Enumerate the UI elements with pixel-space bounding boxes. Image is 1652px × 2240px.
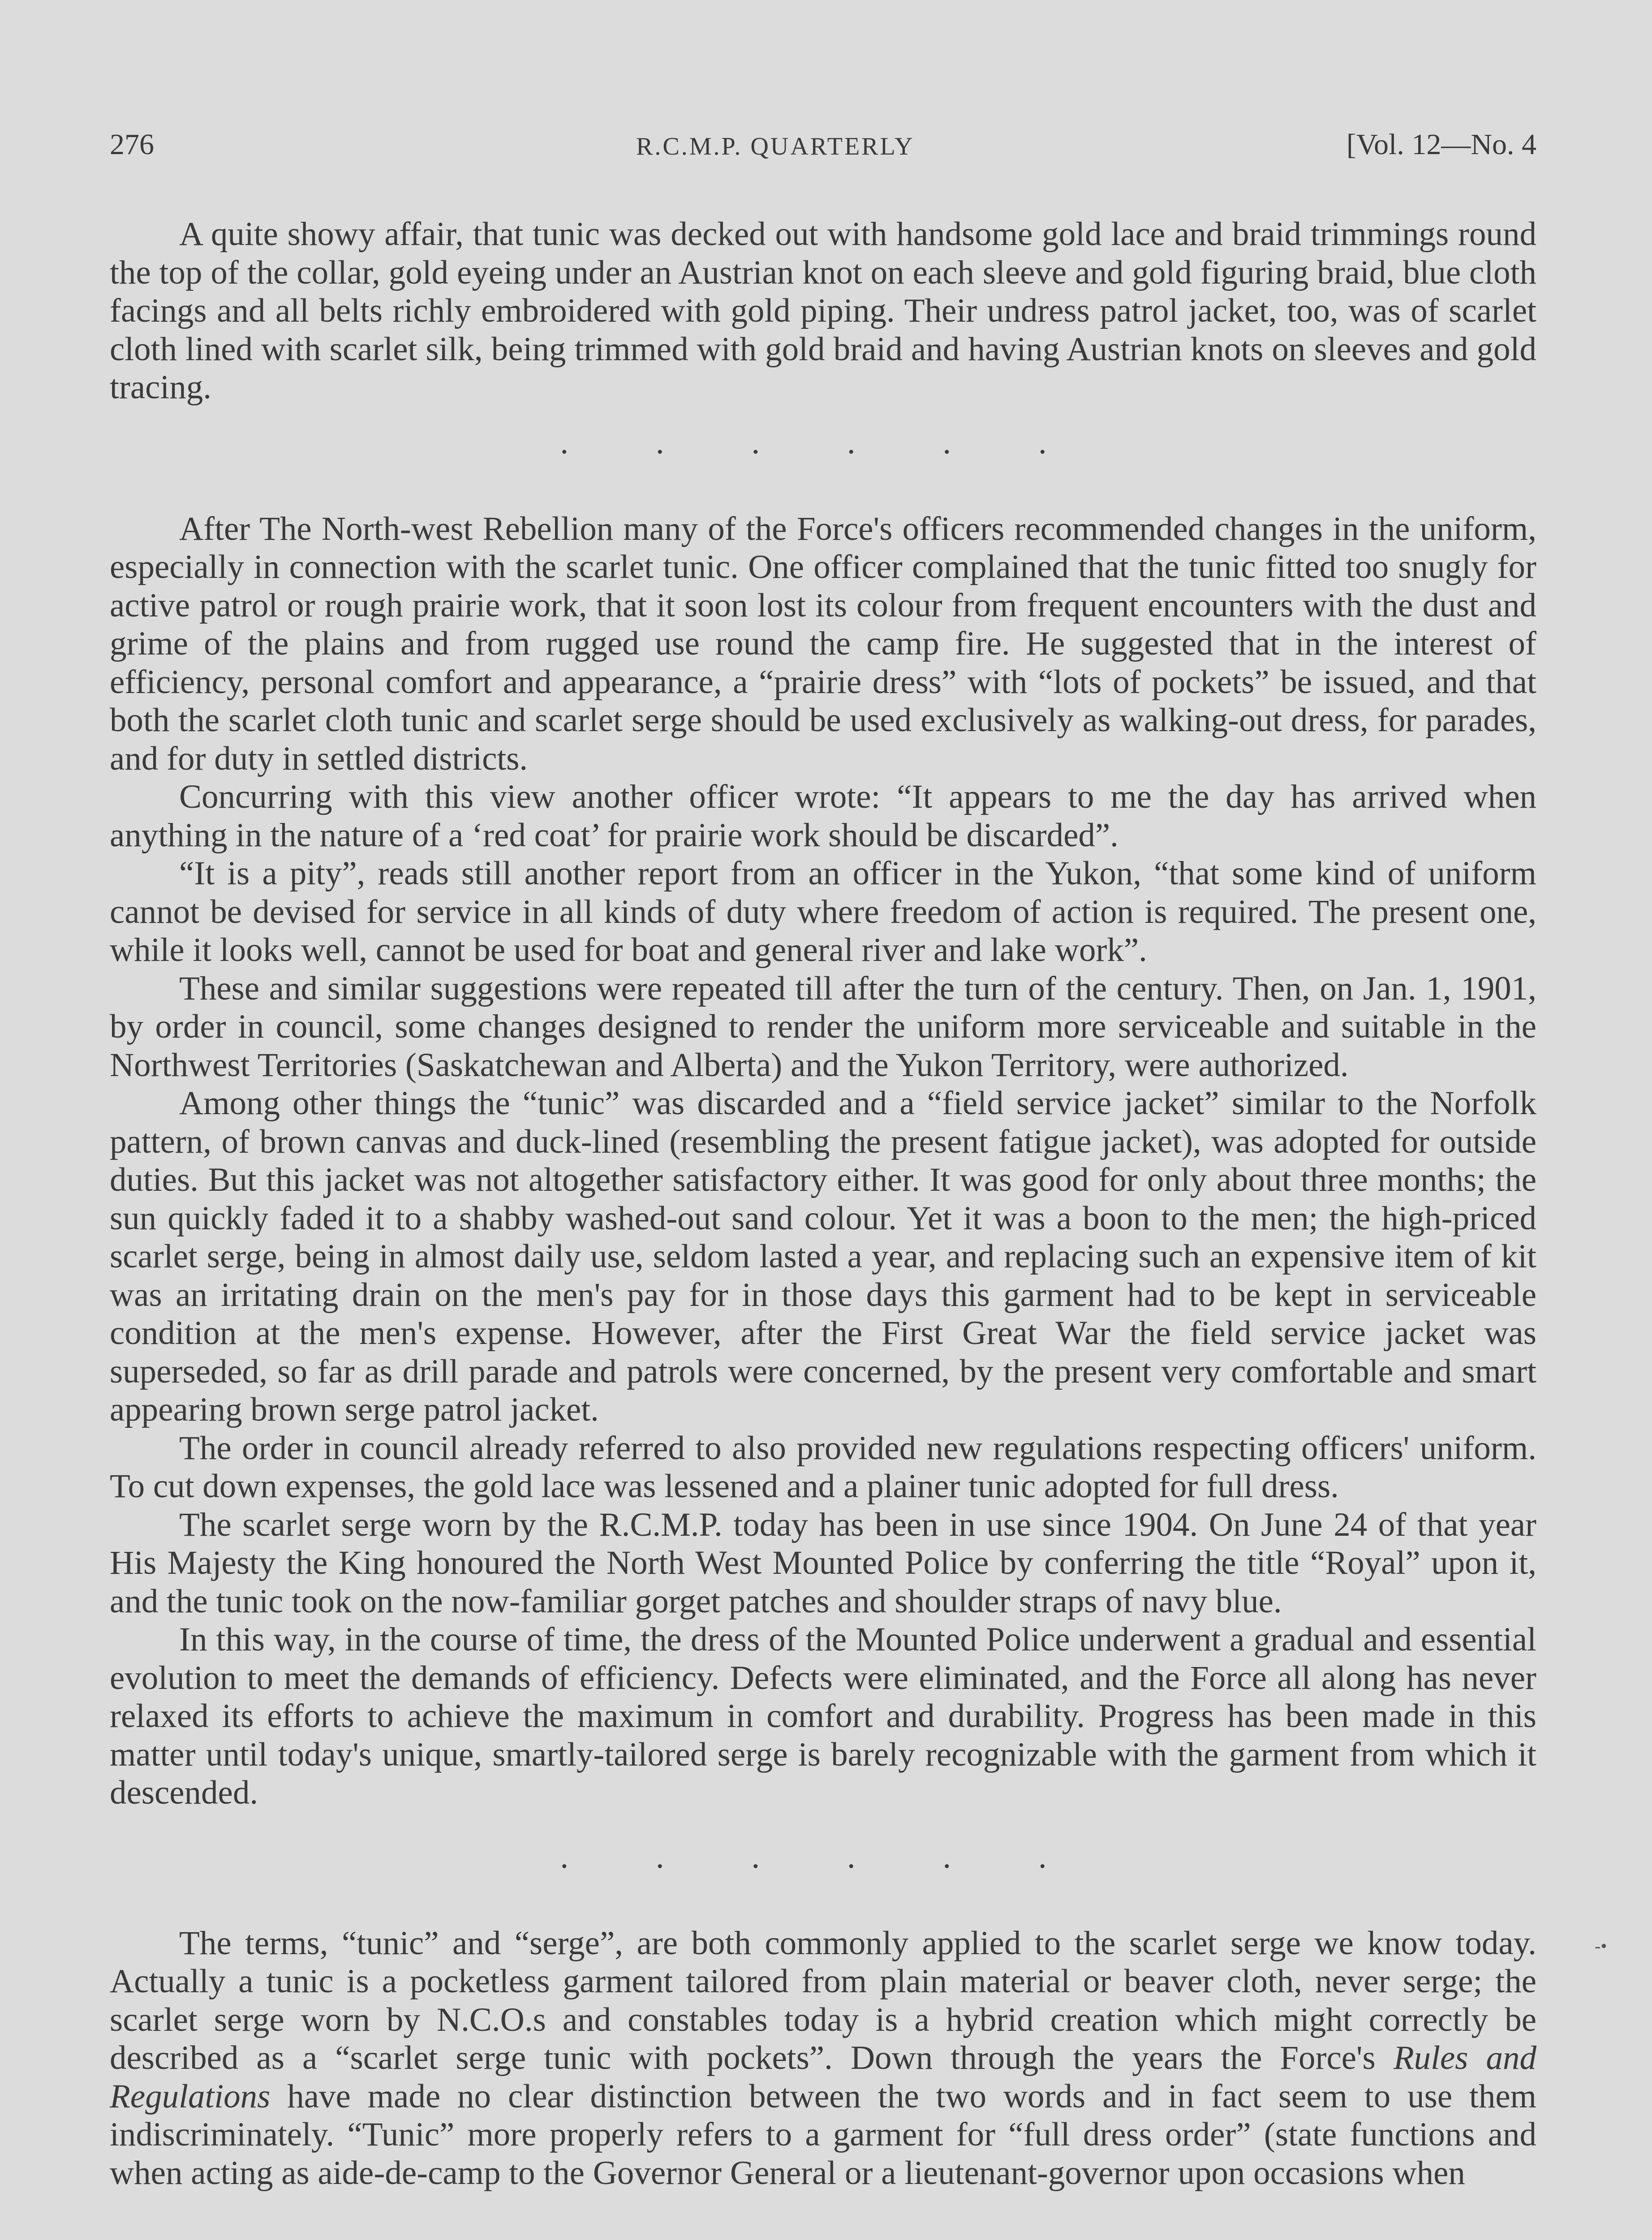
running-header <box>110 128 1536 177</box>
paragraph: After The North-west Rebellion many of the Force's officers recommended changes in the uniform, especially in connection with the scarlet tunic. One officer complained that the tunic fitted too snugly for active patrol or rough prairie work, that it soon lost its colour from frequent encounters with the dust and grime of the plains and from rugged use round the camp fire. He suggested that in the interest of efficiency, personal comfort and appearance, a “prairie dress” with “lots of pockets” be issued, and that both the scarlet cloth tunic and scarlet serge should be used exclusively as walking-out dress, for parades, and for duty in settled districts. <box>110 510 1536 777</box>
paragraph: In this way, in the course of time, the dress of the Mounted Police underwent a gradual and essential evolution to meet the demands of efficiency. Defects were eliminated, and the Force all along has never relaxed its efforts to achieve the maximum in comfort and durability. Progress has been made in this matter until today's unique, smartly-tailored serge is barely recognizable with the garment from which it descended. <box>110 1621 1536 1811</box>
italic-title: Rules and Regulations <box>110 2039 1536 2115</box>
margin-mark: -• <box>1595 1936 1607 1956</box>
paragraph: The scarlet serge worn by the R.C.M.P. today has been in use since 1904. On June 24 of that year His Majesty the King honoured the North West Mounted Police by conferring the title “Royal” upon it, and the tunic took on the now-familiar gorget patches and shoulder straps of navy blue. <box>110 1506 1536 1620</box>
section-separator: . . . . . . <box>560 1838 1086 1875</box>
section-separator: . . . . . . <box>560 423 1086 461</box>
volume-issue: [Vol. 12—No. 4 <box>1346 128 1536 161</box>
paragraph: The order in council already referred to also provided new regulations respecting officers' uniform. To cut down expenses, the gold lace was lessened and a plainer tunic adopted for full dress. <box>110 1429 1536 1505</box>
paragraph: Among other things the “tunic” was discarded and a “field service jacket” similar to the Norfolk pattern, of brown canvas and duck-lined (resembling the present fatigue jacket), was adopted for outside duties. But this jacket was not altogether satisfactory either. It was good for only about three months; the sun quickly faded it to a shabby washed-out sand colour. Yet it was a boon to the men; the high-priced scarlet serge, being in almost daily use, seldom lasted a year, and replacing such an expensive item of kit was an irritating drain on the men's pay for in those days this garment had to be kept in serviceable condition at the men's expense. However, after the First Great War the field service jacket was superseded, so far as drill parade and patrols were concerned, by the present very comfortable and smart appearing brown serge patrol jacket. <box>110 1085 1536 1428</box>
page-number: 276 <box>110 128 154 161</box>
journal-title: R.C.M.P. QUARTERLY <box>636 133 915 160</box>
paragraph-text: have made no clear distinction between the two words and in fact seem to use them indiscriminately. “Tunic” more properly refers to a garment for “full dress order” (state functions and when acting as aide-de-camp to the Governor General or a lieutenant-governor upon occasions when <box>110 2077 1536 2192</box>
paragraph <box>110 1924 1536 2193</box>
body-text <box>110 215 1536 2192</box>
paragraph: “It is a pity”, reads still another report from an officer in the Yukon, “that some kind of uniform cannot be devised for service in all kinds of duty where freedom of action is required. The present one, while it looks well, cannot be used for boat and general river and lake work”. <box>110 855 1536 969</box>
paragraph: Concurring with this view another officer wrote: “It appears to me the day has arrived when anything in the nature of a ‘red coat’ for prairie work should be discarded”. <box>110 778 1536 854</box>
paragraph: These and similar suggestions were repeated till after the turn of the century. Then, on Jan. 1, 1901, by order in council, some changes designed to render the uniform more serviceable and suitable in the Northwest Territories (Saskatchewan and Alberta) and the Yukon Territory, were authorized. <box>110 969 1536 1084</box>
paragraph-text: The terms, “tunic” and “serge”, are both commonly applied to the scarlet serge we know today. Actually a tunic is a pocketless garment tailored from plain material or beaver cloth, never serge; the scarlet serge worn by N.C.O.s and constables today is a hybrid creation which might correctly be described as a “scarlet serge tunic with pockets”. Down through the years the Force's <box>110 1924 1536 2076</box>
paragraph: A quite showy affair, that tunic was decked out with handsome gold lace and braid trimmings round the top of the collar, gold eyeing under an Austrian knot on each sleeve and gold figuring braid, blue cloth facings and all belts richly embroidered with gold piping. Their undress patrol jacket, too, was of scarlet cloth lined with scarlet silk, being trimmed with gold braid and having Austrian knots on sleeves and gold tracing. <box>110 215 1536 406</box>
